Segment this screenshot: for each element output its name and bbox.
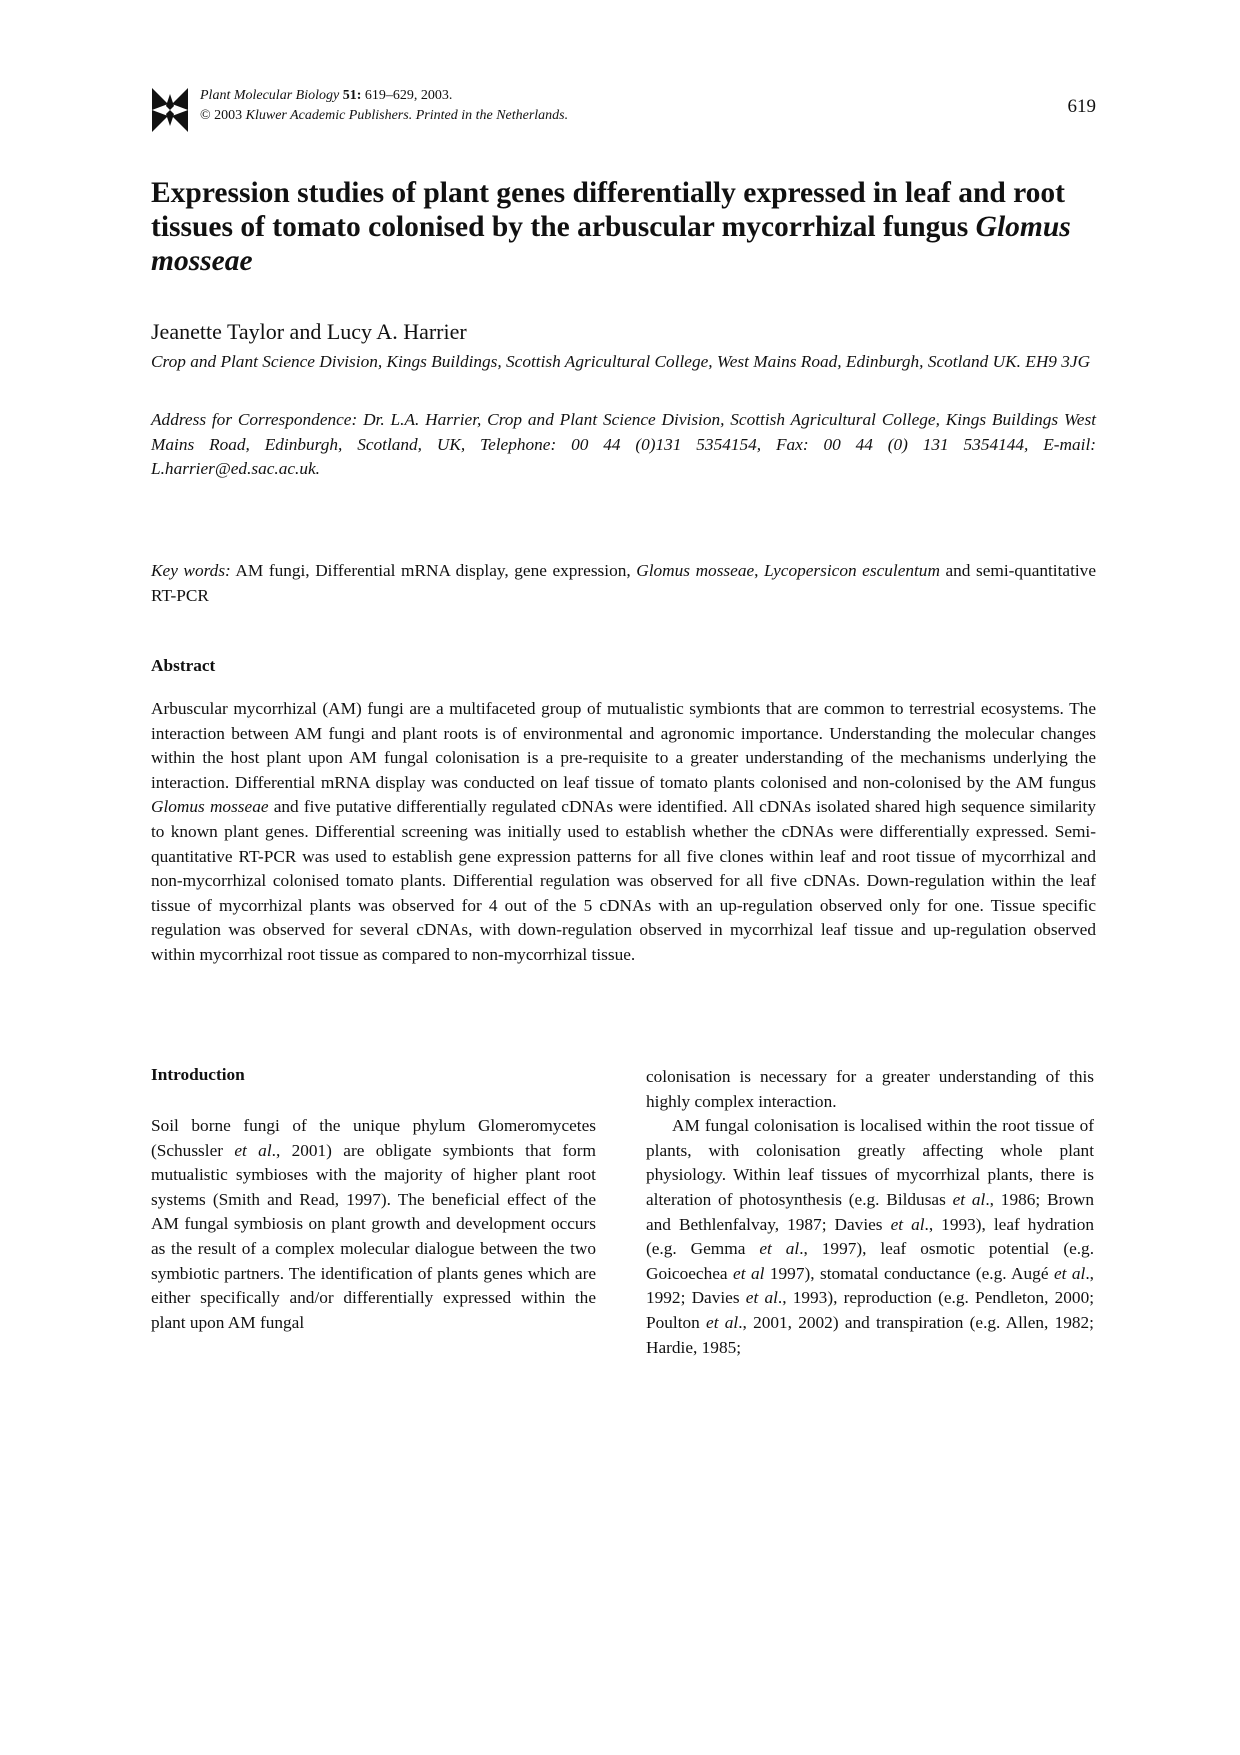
intro-right-text-h: ., 2001, 2002) and transpiration (e.g. Allen, 1982; Hardie, 1985; (646, 1312, 1094, 1357)
page-number: 619 (1067, 96, 1096, 117)
affiliation: Crop and Plant Science Division, Kings Buildings, Scottish Agricultural College, West Mains Road, Edinburgh, Scotland UK. EH9 3JG (151, 352, 1091, 371)
intro-left-column (151, 1114, 596, 1335)
abstract-species: Glomus mosseae (151, 797, 269, 817)
journal-pages-year: 619–629, 2003. (364, 88, 453, 103)
intro-right-text-d: ., 1997), leaf osmotic potential (e.g. Goicoechea (646, 1239, 1095, 1283)
abstract-text-a: Arbuscular mycorrhizal (AM) fungi are a multifaceted group of mutualistic symbionts that are common to terrestrial ecosystems. The interaction between AM fungi and plant roots is of environmental and agronomic importance. Understanding the molecular changes within the host plant upon AM fungal colonisation is a pre-requisite to a greater understanding of the mechanisms underlying the interaction. Differential mRNA display was conducted on leaf tissue of tomato plants colonised and non-colonised by the AM fungus (151, 699, 1096, 792)
et-al: et al (759, 1239, 800, 1259)
abstract-text-b: and five putative differentially regulated cDNAs were identified. All cDNAs isolated shared high sequence similarity to known plant genes. Differential screening was initially used to establish whether the cDNAs were differentially expressed. Semi-quantitative RT-PCR was used to establish gene expression patterns for all five clones within leaf and root tissue of mycorrhizal and non-mycorrhizal colonised tomato plants. Differential regulation was observed for all five cDNAs. Down-regulation within the leaf tissue of mycorrhizal plants was observed for 4 out of the 5 cDNAs with an up-regulation observed only for one. Tissue specific regulation was observed for several cDNAs, with down-regulation observed in mycorrhizal leaf tissue and up-regulation observed within mycorrhizal root tissue as compared to non-mycorrhizal tissue. (151, 797, 1096, 964)
intro-right-text-b: ., 1986; Brown and Bethlenfalvay, 1987; Davies (646, 1189, 1095, 1234)
publisher-name: Kluwer Academic Publishers. (245, 108, 413, 123)
intro-right-column (646, 1065, 1094, 1360)
keywords-label: Key words: (151, 561, 231, 580)
journal-name: Plant Molecular Biology (200, 88, 340, 103)
keyword-term1: Glomus mosseae (636, 561, 755, 580)
abstract-heading: Abstract (151, 656, 216, 675)
authors: Jeanette Taylor and Lucy A. Harrier (151, 319, 467, 344)
title-main: Expression studies of plant genes differentially expressed in leaf and root tissues of tomato colonised by the arbuscular mycorrhizal fungus (151, 177, 1066, 243)
intro-right-text-e: 1997), stomatal conductance (e.g. Augé (769, 1263, 1049, 1283)
correspondence-address: Address for Correspondence: Dr. L.A. Harrier, Crop and Plant Science Division, Scottish Agricultural College, Kings Buildings West Mains Road, Edinburgh, Scotland, UK, Telephone: 00 44 (0)131 5354154, Fax: 00 44 (0) 131 5354144, E-mail: L.harrier@ed.sac.ac.uk. (151, 410, 1096, 478)
journal-citation (200, 88, 452, 104)
copyright-symbol: © (200, 108, 211, 123)
et-al: et al (745, 1288, 778, 1308)
title-species: Glomus mosseae (151, 211, 1071, 277)
et-al: et al (733, 1263, 765, 1283)
keyword-term2: Lycopersicon esculentum (764, 561, 940, 580)
et-al: et al (890, 1214, 925, 1234)
keywords-part2: and semi-quantitative RT-PCR (151, 561, 1096, 605)
et-al: et al (952, 1189, 986, 1209)
intro-right-text-g: ., 1993), reproduction (e.g. Pendleton, 2000; Poulton (646, 1288, 1095, 1332)
publisher-logo-icon (152, 88, 188, 132)
et-al: et al (1053, 1263, 1086, 1283)
et-al: et al (234, 1140, 272, 1160)
paper-title (151, 176, 1091, 278)
intro-left-text-b: ., 2001) are obligate symbionts that form mutualistic symbioses with the majority of higher plant root systems (Smith and Read, 1997). The beneficial effect of the AM fungal symbiosis on plant growth and development occurs as the result of a complex molecular dialogue between the two symbiotic partners. The identification of plants genes which are either specifically and/or differentially expressed within the plant upon AM fungal (151, 1140, 596, 1332)
abstract-text (151, 697, 1096, 968)
intro-right-paragraph-2 (646, 1114, 1094, 1360)
et-al: et al (706, 1312, 739, 1332)
keywords-part1: AM fungi, Differential mRNA display, gene expression, (235, 561, 631, 580)
introduction-heading: Introduction (151, 1065, 245, 1084)
printed-location: Printed in the Netherlands. (415, 108, 569, 123)
intro-right-paragraph-1: colonisation is necessary for a greater understanding of this highly complex interaction. (646, 1067, 1094, 1111)
copyright-year: 2003 (214, 108, 243, 123)
intro-right-text-c: ., 1993), leaf hydration (e.g. Gemma (646, 1214, 1095, 1259)
keyword-separator: , (754, 561, 759, 580)
intro-left-text-a: Soil borne fungi of the unique phylum Glomeromycetes (Schussler (151, 1116, 596, 1160)
copyright-line (200, 108, 568, 124)
journal-volume: 51: (342, 88, 362, 103)
intro-right-text-a: AM fungal colonisation is localised within the root tissue of plants, with colonisation greatly affecting whole plant physiology. Within leaf tissues of mycorrhizal plants, there is alteration of photosynthesis (e.g. Bildusas (646, 1116, 1094, 1209)
keywords (151, 559, 1096, 608)
intro-right-text-f: ., 1992; Davies (646, 1263, 1094, 1308)
